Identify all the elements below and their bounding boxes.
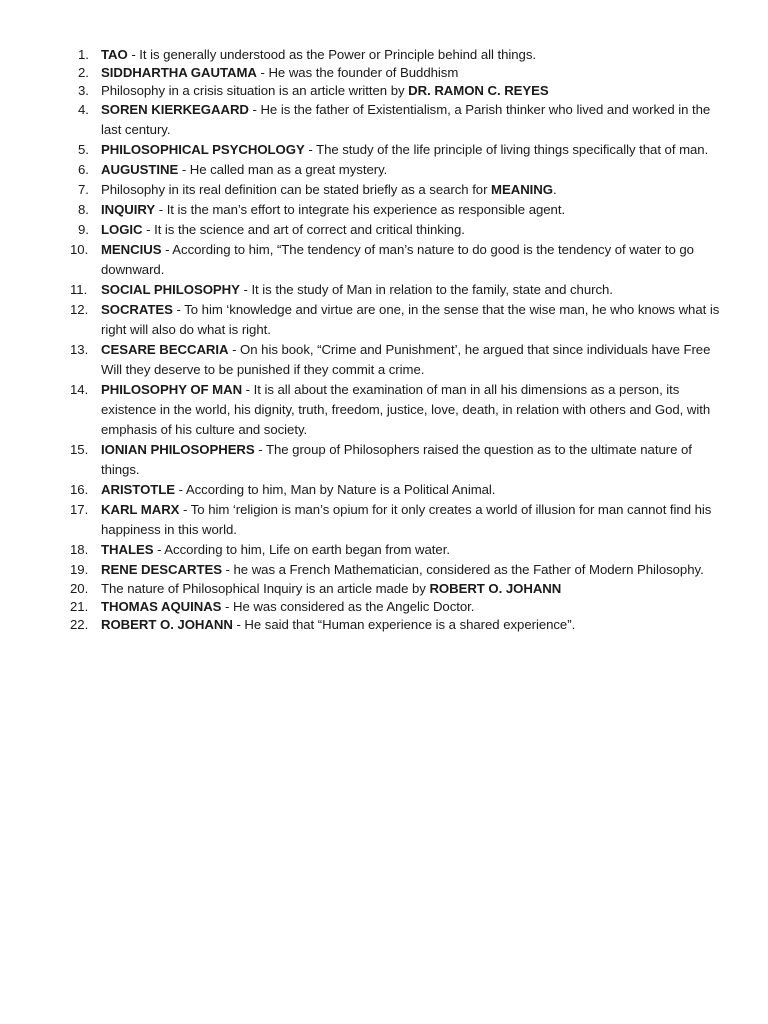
item-number: 12. [70, 302, 89, 317]
item-number: 14. [70, 382, 89, 397]
list-item [70, 280, 728, 300]
item-term: THALES [101, 542, 154, 557]
item-definition: - He called man as a great mystery. [178, 162, 388, 177]
item-definition: - The group of Philosophers raised the question as to the ultimate nature of things. [101, 442, 692, 477]
item-answer: ROBERT O. JOHANN [429, 581, 562, 596]
item-number: 16. [70, 482, 89, 497]
item-definition: - According to him, “The tendency of man’s nature to do good is the tendency of water to go downward. [101, 242, 694, 277]
item-term: CESARE BECCARIA [101, 342, 229, 357]
item-answer: MEANING [491, 182, 553, 197]
list-item [70, 540, 728, 560]
list-item [70, 440, 728, 480]
list-item [70, 240, 728, 280]
list-item [70, 480, 728, 500]
item-term: LOGIC [101, 222, 143, 237]
item-number: 21. [70, 599, 89, 614]
item-definition: - According to him, Life on earth began from water. [153, 542, 450, 557]
item-number: 20. [70, 581, 89, 596]
item-number: 7. [78, 182, 89, 197]
item-definition: - To him ‘religion is man’s opium for it only creates a world of illusion for man cannot find his happiness in this world. [101, 502, 712, 537]
item-term: RENE DESCARTES [101, 562, 222, 577]
item-number: 2. [78, 65, 89, 80]
item-term: KARL MARX [101, 502, 180, 517]
item-number: 22. [70, 617, 89, 632]
item-number: 6. [78, 162, 89, 177]
item-prefix-text: Philosophy in its real definition can be stated briefly as a search for [101, 182, 492, 197]
item-term: ROBERT O. JOHANN [101, 617, 233, 632]
item-number: 15. [70, 442, 89, 457]
item-number: 3. [78, 83, 89, 98]
list-item [70, 300, 728, 340]
list-item [78, 140, 728, 160]
item-term: TAO [101, 47, 128, 62]
list-item [78, 160, 728, 180]
item-definition: - He is the father of Existentialism, a Parish thinker who lived and worked in the last century. [101, 102, 711, 137]
item-definition: - To him ‘knowledge and virtue are one, in the sense that the wise man, he who knows what is right will also do what is right. [101, 302, 720, 337]
item-suffix: . [552, 182, 557, 197]
item-definition: - According to him, Man by Nature is a Political Animal. [175, 482, 496, 497]
item-term: SOREN KIERKEGAARD [101, 102, 249, 117]
item-term: PHILOSOPHY OF MAN [101, 382, 243, 397]
item-definition: - It is the man’s effort to integrate his experience as responsible agent. [155, 202, 566, 217]
item-term: SOCIAL PHILOSOPHY [101, 282, 240, 297]
list-item [78, 220, 728, 240]
item-definition: - The study of the life principle of living things specifically that of man. [304, 142, 709, 157]
list-item [70, 500, 728, 540]
item-definition: - On his book, “Crime and Punishment’, he argued that since individuals have Free Will they deserve to be punished if they commit a crime. [101, 342, 711, 377]
item-definition: - It is generally understood as the Power or Principle behind all things. [127, 47, 536, 62]
item-suffix: . [571, 617, 576, 632]
item-number: 17. [70, 502, 89, 517]
item-definition: - he was a French Mathematician, considered as the Father of Modern Philosophy. [221, 562, 704, 577]
item-definition: - He said that “Human experience is a shared experience” [232, 617, 572, 632]
item-term: MENCIUS [101, 242, 162, 257]
item-number: 1. [78, 47, 89, 62]
item-number: 18. [70, 542, 89, 557]
item-term: AUGUSTINE [101, 162, 179, 177]
item-term: SIDDHARTHA GAUTAMA [101, 65, 257, 80]
list-item [70, 560, 728, 580]
item-definition: - He was the founder of Buddhism [256, 65, 459, 80]
item-number: 13. [70, 342, 89, 357]
item-number: 8. [78, 202, 89, 217]
item-answer: DR. RAMON C. REYES [408, 83, 549, 98]
list-item [78, 100, 728, 140]
item-definition: - He was considered as the Angelic Doctor. [221, 599, 475, 614]
item-number: 19. [70, 562, 89, 577]
list-item [70, 580, 728, 598]
item-definition: - It is the study of Man in relation to the family, state and church. [239, 282, 613, 297]
list-item [78, 180, 728, 200]
item-term: SOCRATES [101, 302, 173, 317]
item-term: IONIAN PHILOSOPHERS [101, 442, 255, 457]
list-item [78, 46, 728, 64]
item-definition: - It is all about the examination of man in all his dimensions as a person, its existence in the world, his dignity, truth, freedom, justice, love, death, in relation with others and God, with emphasis of his culture and society. [101, 382, 711, 437]
item-number: 5. [78, 142, 89, 157]
answer-list [70, 46, 728, 634]
item-definition: - It is the science and art of correct and critical thinking. [142, 222, 465, 237]
list-item [70, 380, 728, 440]
item-number: 9. [78, 222, 89, 237]
list-item [70, 340, 728, 380]
item-prefix-text: Philosophy in a crisis situation is an article written by [101, 83, 409, 98]
list-item [78, 200, 728, 220]
item-prefix-text: The nature of Philosophical Inquiry is an article made by [101, 581, 430, 596]
list-item [70, 598, 728, 616]
item-term: THOMAS AQUINAS [101, 599, 222, 614]
list-item [78, 82, 728, 100]
item-term: ARISTOTLE [101, 482, 176, 497]
item-number: 11. [70, 282, 88, 297]
item-number: 10. [70, 242, 89, 257]
item-term: INQUIRY [101, 202, 156, 217]
list-item [78, 64, 728, 82]
item-number: 4. [78, 102, 89, 117]
list-item [70, 616, 728, 634]
item-term: PHILOSOPHICAL PSYCHOLOGY [101, 142, 305, 157]
